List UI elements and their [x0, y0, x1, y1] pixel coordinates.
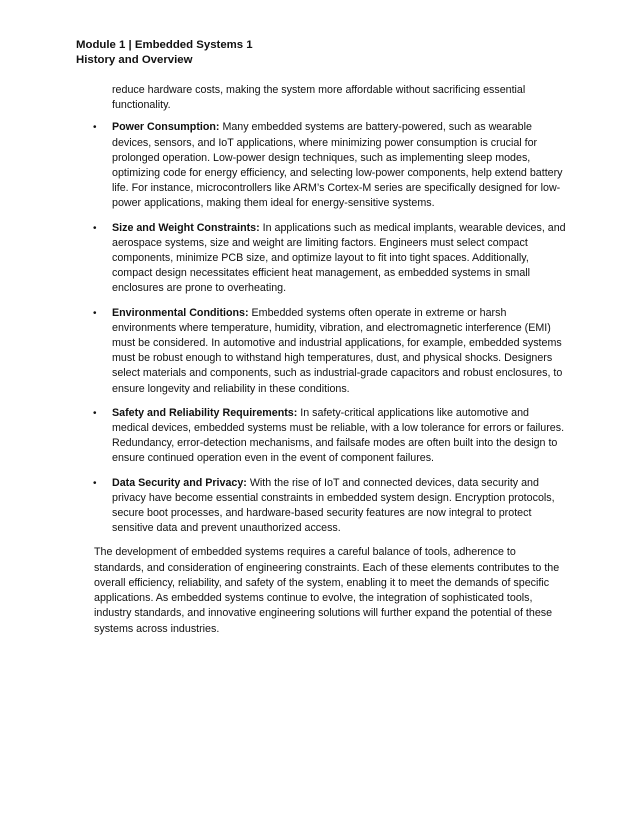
list-item: [94, 406, 568, 467]
page-header: [76, 38, 253, 68]
bullet-icon: •: [93, 477, 97, 489]
list-item-title: Size and Weight Constraints:: [112, 221, 260, 234]
bullet-icon: •: [93, 122, 97, 134]
list-item: [94, 120, 568, 211]
list-item-text: Embedded systems often operate in extreme or harsh environments where temperature, humidity, vibration, and electromagnetic interference (EMI) must be considered. In automotive and industrial applications, for example, embedded systems must be robust enough to withstand high temperatures, dust, and physical shocks. Designers select materials and components, such as industrial-grade capacitors and robust enclosures, to ensure longevity and reliability in these conditions.: [112, 306, 563, 395]
continuation-paragraph: reduce hardware costs, making the system more affordable without sacrificing essential functionality.: [112, 84, 526, 112]
constraints-list: [94, 120, 568, 536]
closing-paragraph: The development of embedded systems requires a careful balance of tools, adherence to standards, and consideration of engineering constraints. Each of these elements contributes to the overall efficiency, reliability, and safety of the system, enabling it to meet the demands of specific applications. As embedded systems continue to evolve, the integration of sophisticated tools, industry standards, and innovative engineering solutions will further expand the potential of these systems across industries.: [94, 546, 560, 635]
bullet-icon: •: [93, 222, 97, 234]
list-item-title: Safety and Reliability Requirements:: [112, 406, 298, 419]
list-item-title: Environmental Conditions:: [112, 306, 249, 319]
header-section-title: History and Overview: [76, 54, 193, 66]
bullet-icon: •: [93, 407, 97, 419]
list-item: [94, 306, 568, 397]
list-item: [94, 221, 568, 297]
list-item: [94, 476, 568, 537]
header-module-title: Module 1 | Embedded Systems 1: [76, 39, 253, 51]
list-item-text: With the rise of IoT and connected devices, data security and privacy have become essential constraints in embedded system design. Encryption protocols, secure boot processes, and hardware-based security features are now integral to protect sensitive data and prevent unauthorized access.: [112, 476, 555, 535]
list-item-title: Data Security and Privacy:: [112, 476, 247, 489]
list-item-text: In applications such as medical implants, wearable devices, and aerospace systems, size and weight are limiting factors. Engineers must select compact components, minimize PCB size, and optimize layout to fit into tight spaces. Additionally, compact design necessitates efficient heat management, as embedded systems in small enclosures are prone to overheating.: [112, 221, 566, 295]
list-item-text: Many embedded systems are battery-powered, such as wearable devices, sensors, and IoT applications, where minimizing power consumption is crucial for prolonged operation. Low-power design techniques, such as implementing sleep modes, optimizing code for energy efficiency, and selecting low-power components, help extend battery life. For instance, microcontrollers like ARM’s Cortex-M series are specifically designed for low-power applications, making them ideal for energy-sensitive systems.: [112, 121, 563, 210]
list-item-text: In safety-critical applications like automotive and medical devices, embedded systems must be reliable, with a low tolerance for errors or failures. Redundancy, error-detection mechanisms, and failsafe modes are often built into the design to ensure continued operation even in the event of component failures.: [112, 406, 565, 465]
list-item-title: Power Consumption:: [112, 121, 220, 134]
document-body: [94, 83, 568, 637]
bullet-icon: •: [93, 307, 97, 319]
